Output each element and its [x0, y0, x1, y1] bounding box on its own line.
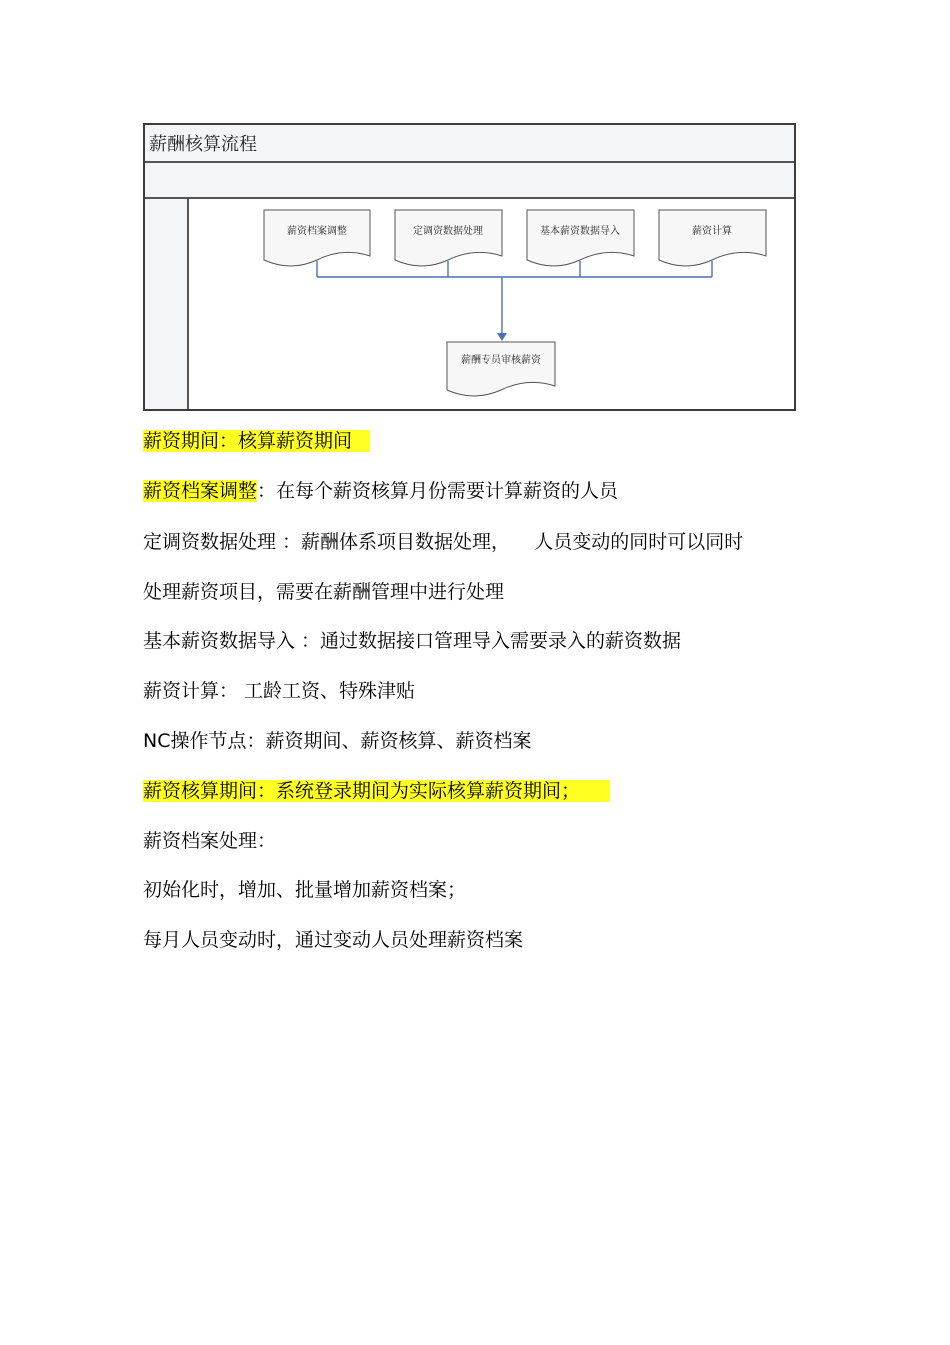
text-line-2 [143, 478, 618, 504]
highlight-padding [580, 780, 610, 802]
doc-review-label: 薪酬专员审核薪资 [461, 355, 541, 366]
arrow-head [497, 333, 507, 341]
text-line-4: 处理薪资项目，需要在薪酬管理中进行处理 [143, 581, 505, 603]
doc-step-3-label: 基本薪资数据导入 [540, 226, 620, 237]
line-text: 薪资期间：核算薪资期间 [143, 430, 353, 452]
doc-step-3 [527, 210, 634, 266]
doc-step-1-label: 薪资档案调整 [287, 226, 347, 237]
text-line-11: 每月人员变动时，通过变动人员处理薪资档案 [143, 929, 524, 951]
highlighted-text: 薪资档案调整 [143, 480, 258, 502]
flowchart-title: 薪酬核算流程 [149, 134, 257, 155]
flowchart-diagram [145, 125, 794, 409]
highlight-padding [352, 430, 370, 452]
text-line-9: 薪资档案处理： [143, 830, 277, 852]
text-line-10: 初始化时，增加、批量增加薪资档案； [143, 879, 467, 901]
text-line-3: 定调资数据处理 ：薪酬体系项目数据处理， 人员变动的同时可以同时 [143, 531, 744, 553]
line-text: 薪资核算期间：系统登录期间为实际核算薪资期间； [143, 780, 581, 802]
highlighted-text [143, 780, 610, 802]
highlighted-text [143, 430, 370, 452]
text-line-8 [143, 778, 610, 804]
text-line-5: 基本薪资数据导入 ：通过数据接口管理导入需要录入的薪资数据 [143, 630, 682, 652]
text-line-1 [143, 428, 370, 454]
text-line-6: 薪资计算： 工龄工资、特殊津贴 [143, 680, 416, 702]
text-line-7: NC操作节点：薪资期间、薪资核算、薪资档案 [143, 730, 532, 752]
doc-step-2-label: 定调资数据处理 [413, 226, 483, 237]
doc-step-4-label: 薪资计算 [692, 226, 732, 237]
doc-step-2 [395, 210, 502, 266]
doc-step-1 [264, 210, 370, 266]
doc-review [447, 342, 555, 396]
flowchart-panel [143, 123, 796, 411]
line-text: ：在每个薪资核算月份需要计算薪资的人员 [257, 480, 619, 502]
doc-step-4 [659, 210, 766, 266]
flow-connectors [317, 261, 712, 335]
